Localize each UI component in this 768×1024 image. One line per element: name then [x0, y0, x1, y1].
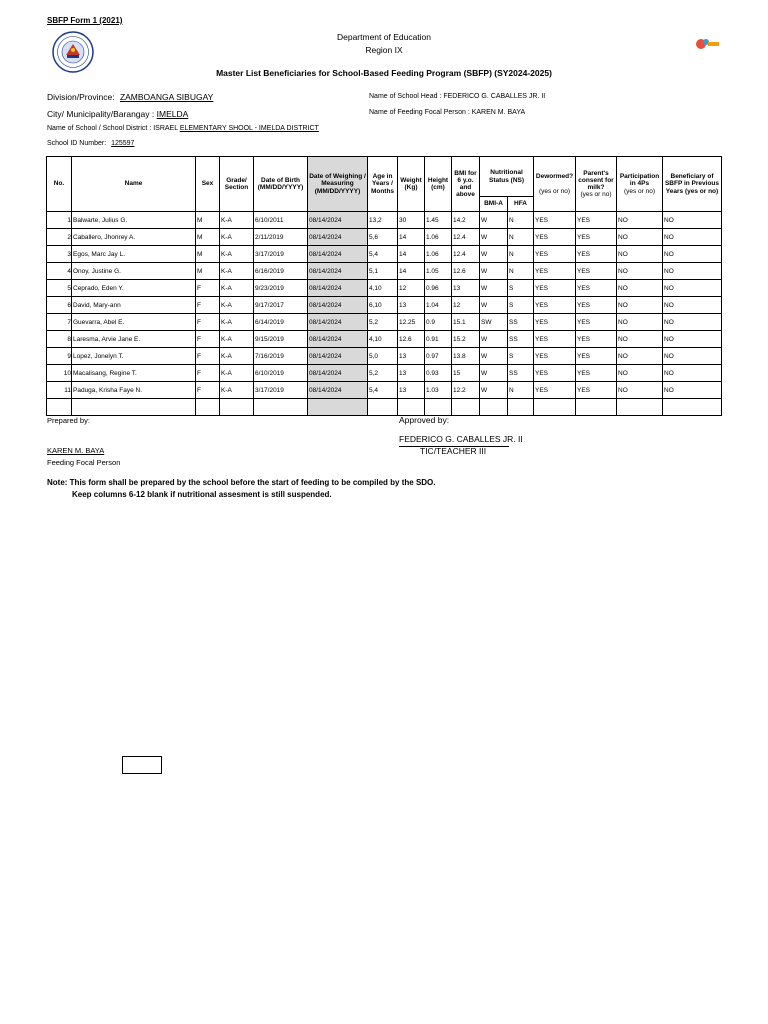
- cell-bmia: W: [480, 229, 508, 246]
- table-row: [47, 382, 722, 399]
- cell-fourps: NO: [617, 280, 663, 297]
- cell-sex: M: [196, 246, 220, 263]
- cell-no: 9: [47, 348, 72, 365]
- cell-age: 5,2: [368, 314, 398, 331]
- cell-dewormed: YES: [534, 314, 576, 331]
- cell-bmia: W: [480, 246, 508, 263]
- cell-prev: NO: [663, 365, 722, 382]
- empty-cell: [425, 399, 452, 416]
- cell-height: 0.9: [425, 314, 452, 331]
- cell-age: 4,10: [368, 331, 398, 348]
- cell-milk: YES: [576, 382, 617, 399]
- cell-dewormed: YES: [534, 229, 576, 246]
- brand-logo: [695, 36, 721, 52]
- cell-dewormed: YES: [534, 382, 576, 399]
- cell-dow: 08/14/2024: [308, 280, 368, 297]
- school-id-line: [47, 140, 134, 147]
- school-label: Name of School / School District : ISRAEL: [47, 125, 178, 132]
- cell-bmi: 13.8: [452, 348, 480, 365]
- cell-fourps: NO: [617, 331, 663, 348]
- header-grade-section: Grade/ Section: [220, 157, 254, 212]
- cell-dow: 08/14/2024: [308, 331, 368, 348]
- region-name: Region IX: [365, 45, 403, 55]
- empty-cell: [72, 399, 196, 416]
- cell-dow: 08/14/2024: [308, 382, 368, 399]
- cell-no: 8: [47, 331, 72, 348]
- cell-age: 5,0: [368, 348, 398, 365]
- table-row: [47, 297, 722, 314]
- cell-dow: 08/14/2024: [308, 348, 368, 365]
- empty-box: [122, 756, 162, 774]
- cell-bmi: 14.2: [452, 212, 480, 229]
- empty-cell: [534, 399, 576, 416]
- cell-bmi: 15.2: [452, 331, 480, 348]
- cell-weight: 12.6: [398, 331, 425, 348]
- cell-grade: K-A: [220, 246, 254, 263]
- cell-height: 1.06: [425, 229, 452, 246]
- cell-hfa: SS: [508, 314, 534, 331]
- city-line: [47, 109, 188, 119]
- cell-bmia: W: [480, 212, 508, 229]
- cell-bmia: W: [480, 365, 508, 382]
- cell-dewormed: YES: [534, 246, 576, 263]
- cell-bmia: W: [480, 348, 508, 365]
- header-hfa: HFA: [508, 197, 534, 212]
- cell-dewormed: YES: [534, 212, 576, 229]
- cell-no: 3: [47, 246, 72, 263]
- cell-dewormed: YES: [534, 280, 576, 297]
- prepared-by-role: Feeding Focal Person: [47, 458, 121, 467]
- cell-prev: NO: [663, 263, 722, 280]
- cell-sex: F: [196, 365, 220, 382]
- cell-bmia: W: [480, 280, 508, 297]
- cell-no: 11: [47, 382, 72, 399]
- school-id-label: School ID Number:: [47, 140, 107, 147]
- header-age: Age in Years / Months: [368, 157, 398, 212]
- header-4ps-sub: (yes or no): [623, 187, 656, 195]
- cell-age: 4,10: [368, 280, 398, 297]
- table-row: [47, 331, 722, 348]
- cell-dob: 2/11/2019: [254, 229, 308, 246]
- cell-name: Lopez, Jonelyn T.: [72, 348, 196, 365]
- table-row: [47, 348, 722, 365]
- table-row: [47, 263, 722, 280]
- cell-dob: 6/14/2019: [254, 314, 308, 331]
- cell-dob: 9/17/2017: [254, 297, 308, 314]
- cell-prev: NO: [663, 348, 722, 365]
- cell-bmi: 12.2: [452, 382, 480, 399]
- cell-weight: 30: [398, 212, 425, 229]
- cell-bmi: 13: [452, 280, 480, 297]
- cell-weight: 13: [398, 297, 425, 314]
- cell-milk: YES: [576, 263, 617, 280]
- cell-height: 1.05: [425, 263, 452, 280]
- cell-sex: M: [196, 212, 220, 229]
- header-sex: Sex: [196, 157, 220, 212]
- cell-grade: K-A: [220, 382, 254, 399]
- header-consent-label: Parent's consent for milk?: [578, 169, 614, 191]
- cell-grade: K-A: [220, 280, 254, 297]
- empty-cell: [508, 399, 534, 416]
- city-value: IMELDA: [156, 109, 189, 119]
- cell-weight: 14: [398, 263, 425, 280]
- cell-height: 0.91: [425, 331, 452, 348]
- cell-dow: 08/14/2024: [308, 365, 368, 382]
- cell-name: Balwarte, Julius G.: [72, 212, 196, 229]
- empty-cell: [663, 399, 722, 416]
- cell-name: Caballero, Jhonrey A.: [72, 229, 196, 246]
- approved-by-label: Approved by:: [399, 415, 450, 425]
- header-weight: Weight (Kg): [398, 157, 425, 212]
- cell-sex: M: [196, 263, 220, 280]
- cell-dewormed: YES: [534, 348, 576, 365]
- header-previous-beneficiary: Beneficiary of SBFP in Previous Years (yes or no): [663, 157, 722, 212]
- cell-fourps: NO: [617, 382, 663, 399]
- empty-cell: [398, 399, 425, 416]
- cell-hfa: N: [508, 212, 534, 229]
- cell-sex: F: [196, 314, 220, 331]
- header-consent-sub: (yes or no): [580, 191, 612, 199]
- cell-bmi: 12.6: [452, 263, 480, 280]
- table-row: [47, 246, 722, 263]
- table-row: [47, 365, 722, 382]
- cell-prev: NO: [663, 297, 722, 314]
- cell-height: 1.06: [425, 246, 452, 263]
- header-parents-consent: [576, 157, 617, 212]
- empty-cell: [254, 399, 308, 416]
- cell-no: 1: [47, 212, 72, 229]
- empty-cell: [47, 399, 72, 416]
- cell-prev: NO: [663, 280, 722, 297]
- division-label: Division/Province:: [47, 92, 115, 102]
- cell-dow: 08/14/2024: [308, 297, 368, 314]
- form-title: SBFP Form 1 (2021): [47, 16, 123, 25]
- school-line: [47, 125, 319, 132]
- cell-bmia: W: [480, 331, 508, 348]
- prepared-by-name: KAREN M. BAYA: [47, 446, 105, 455]
- cell-weight: 14: [398, 246, 425, 263]
- cell-no: 5: [47, 280, 72, 297]
- cell-grade: K-A: [220, 331, 254, 348]
- cell-dow: 08/14/2024: [308, 246, 368, 263]
- empty-cell: [576, 399, 617, 416]
- division-value: ZAMBOANGA SIBUGAY: [119, 92, 214, 102]
- cell-age: 6,10: [368, 297, 398, 314]
- empty-cell: [196, 399, 220, 416]
- cell-grade: K-A: [220, 229, 254, 246]
- cell-name: Laresma, Arvie Jane E.: [72, 331, 196, 348]
- cell-name: Macalisang, Regine T.: [72, 365, 196, 382]
- cell-name: Onoy, Justine G.: [72, 263, 196, 280]
- cell-age: 5,1: [368, 263, 398, 280]
- cell-age: 5,6: [368, 229, 398, 246]
- header-dewormed: [534, 157, 576, 212]
- cell-hfa: S: [508, 280, 534, 297]
- cell-hfa: N: [508, 246, 534, 263]
- cell-weight: 13: [398, 365, 425, 382]
- note-line-2: Keep columns 6-12 blank if nutritional assesment is still suspended.: [72, 490, 332, 499]
- cell-age: 5,4: [368, 382, 398, 399]
- table-row: [47, 212, 722, 229]
- cell-hfa: N: [508, 263, 534, 280]
- cell-prev: NO: [663, 229, 722, 246]
- cell-no: 6: [47, 297, 72, 314]
- empty-cell: [617, 399, 663, 416]
- cell-sex: M: [196, 229, 220, 246]
- header-no: No.: [47, 157, 72, 212]
- cell-weight: 14: [398, 229, 425, 246]
- cell-fourps: NO: [617, 297, 663, 314]
- cell-milk: YES: [576, 365, 617, 382]
- cell-dob: 3/17/2019: [254, 246, 308, 263]
- cell-dob: 6/10/2019: [254, 365, 308, 382]
- table-row: [47, 280, 722, 297]
- cell-bmi: 15.1: [452, 314, 480, 331]
- cell-grade: K-A: [220, 263, 254, 280]
- cell-bmi: 12.4: [452, 229, 480, 246]
- cell-height: 0.97: [425, 348, 452, 365]
- cell-milk: YES: [576, 229, 617, 246]
- header-date-of-weighing: Date of Weighing / Measuring (MM/DD/YYYY): [308, 157, 368, 212]
- cell-age: 5,2: [368, 365, 398, 382]
- header-4ps-label: Participation in 4Ps: [619, 173, 660, 188]
- cell-fourps: NO: [617, 246, 663, 263]
- cell-name: Guevarra, Abel E.: [72, 314, 196, 331]
- table-row: [47, 229, 722, 246]
- cell-hfa: S: [508, 297, 534, 314]
- header-height: Height (cm): [425, 157, 452, 212]
- empty-cell: [480, 399, 508, 416]
- cell-dob: 6/16/2019: [254, 263, 308, 280]
- cell-dewormed: YES: [534, 297, 576, 314]
- cell-weight: 13: [398, 382, 425, 399]
- cell-grade: K-A: [220, 212, 254, 229]
- cell-sex: F: [196, 297, 220, 314]
- header-4ps: [617, 157, 663, 212]
- cell-bmi: 12.4: [452, 246, 480, 263]
- cell-dob: 7/16/2019: [254, 348, 308, 365]
- header-dewormed-label: Dewormed?: [535, 173, 574, 181]
- prepared-by-label: Prepared by:: [47, 416, 90, 425]
- cell-dow: 08/14/2024: [308, 314, 368, 331]
- cell-prev: NO: [663, 331, 722, 348]
- cell-height: 0.93: [425, 365, 452, 382]
- table-row: [47, 314, 722, 331]
- cell-sex: F: [196, 348, 220, 365]
- cell-sex: F: [196, 331, 220, 348]
- cell-bmi: 12: [452, 297, 480, 314]
- header-bmi: BMI for 6 y.o. and above: [452, 157, 480, 212]
- header-name: Name: [72, 157, 196, 212]
- cell-name: Paduga, Krisha Faye N.: [72, 382, 196, 399]
- cell-prev: NO: [663, 246, 722, 263]
- school-head: Name of School Head : FEDERICO G. CABALLES JR. II: [369, 93, 546, 100]
- cell-weight: 12.25: [398, 314, 425, 331]
- table-body: [47, 212, 722, 416]
- cell-fourps: NO: [617, 348, 663, 365]
- cell-height: 1.04: [425, 297, 452, 314]
- cell-dob: 3/17/2019: [254, 382, 308, 399]
- cell-height: 0.96: [425, 280, 452, 297]
- cell-dewormed: YES: [534, 365, 576, 382]
- cell-height: 1.03: [425, 382, 452, 399]
- cell-dob: 6/10/2011: [254, 212, 308, 229]
- cell-name: Egos, Marc Jay L.: [72, 246, 196, 263]
- feeding-focal-person: Name of Feeding Focal Person : KAREN M. BAYA: [369, 109, 526, 116]
- empty-cell: [452, 399, 480, 416]
- page-title: Master List Beneficiaries for School-Based Feeding Program (SBFP) (SY2024-2025): [216, 68, 552, 78]
- approved-by-role: TIC/TEACHER III: [420, 446, 487, 456]
- cell-fourps: NO: [617, 212, 663, 229]
- cell-age: 5,4: [368, 246, 398, 263]
- approved-by-name: FEDERICO G. CABALLES JR. II: [399, 434, 523, 444]
- cell-dob: 9/23/2019: [254, 280, 308, 297]
- cell-milk: YES: [576, 331, 617, 348]
- cell-dewormed: YES: [534, 331, 576, 348]
- cell-bmia: W: [480, 382, 508, 399]
- cell-no: 4: [47, 263, 72, 280]
- cell-bmia: W: [480, 297, 508, 314]
- cell-height: 1.45: [425, 212, 452, 229]
- cell-milk: YES: [576, 280, 617, 297]
- cell-sex: F: [196, 382, 220, 399]
- cell-hfa: N: [508, 229, 534, 246]
- table-row-empty: [47, 399, 722, 416]
- cell-hfa: S: [508, 348, 534, 365]
- note-line-1: Note: This form shall be prepared by the school before the start of feeding to be compiled by the SDO.: [47, 478, 436, 487]
- cell-milk: YES: [576, 246, 617, 263]
- cell-fourps: NO: [617, 314, 663, 331]
- cell-dow: 08/14/2024: [308, 263, 368, 280]
- department-name: Department of Education: [336, 32, 432, 42]
- cell-no: 7: [47, 314, 72, 331]
- header-date-of-birth: Date of Birth (MM/DD/YYYY): [254, 157, 308, 212]
- cell-sex: F: [196, 280, 220, 297]
- header-bmi-a: BMI-A: [480, 197, 508, 212]
- cell-fourps: NO: [617, 229, 663, 246]
- cell-fourps: NO: [617, 263, 663, 280]
- cell-dow: 08/14/2024: [308, 229, 368, 246]
- cell-weight: 12: [398, 280, 425, 297]
- cell-dob: 9/15/2019: [254, 331, 308, 348]
- cell-prev: NO: [663, 382, 722, 399]
- empty-cell: [220, 399, 254, 416]
- cell-fourps: NO: [617, 365, 663, 382]
- empty-cell: [368, 399, 398, 416]
- cell-hfa: SS: [508, 365, 534, 382]
- cell-prev: NO: [663, 212, 722, 229]
- cell-milk: YES: [576, 314, 617, 331]
- cell-bmia: W: [480, 263, 508, 280]
- empty-cell: [308, 399, 368, 416]
- header-dewormed-sub: (yes or no): [538, 187, 571, 195]
- cell-no: 2: [47, 229, 72, 246]
- cell-age: 13,2: [368, 212, 398, 229]
- cell-name: David, Mary-ann: [72, 297, 196, 314]
- cell-grade: K-A: [220, 348, 254, 365]
- cell-weight: 13: [398, 348, 425, 365]
- cell-grade: K-A: [220, 365, 254, 382]
- cell-dow: 08/14/2024: [308, 212, 368, 229]
- cell-bmia: SW: [480, 314, 508, 331]
- cell-prev: NO: [663, 314, 722, 331]
- header-nutritional-status: Nutritional Status (NS): [480, 157, 534, 197]
- cell-grade: K-A: [220, 297, 254, 314]
- cell-no: 10: [47, 365, 72, 382]
- school-value: ELEMENTARY SHOOL - IMELDA DISTRICT: [179, 125, 319, 132]
- cell-hfa: SS: [508, 331, 534, 348]
- cell-milk: YES: [576, 348, 617, 365]
- division-line: [47, 92, 213, 102]
- beneficiaries-table: [46, 156, 722, 416]
- city-label: City/ Municipality/Barangay :: [47, 109, 155, 119]
- cell-dewormed: YES: [534, 263, 576, 280]
- cell-hfa: N: [508, 382, 534, 399]
- cell-milk: YES: [576, 212, 617, 229]
- cell-bmi: 15: [452, 365, 480, 382]
- cell-milk: YES: [576, 297, 617, 314]
- cell-name: Ceprado, Eden Y.: [72, 280, 196, 297]
- school-id-value: 125597: [111, 140, 135, 147]
- cell-grade: K-A: [220, 314, 254, 331]
